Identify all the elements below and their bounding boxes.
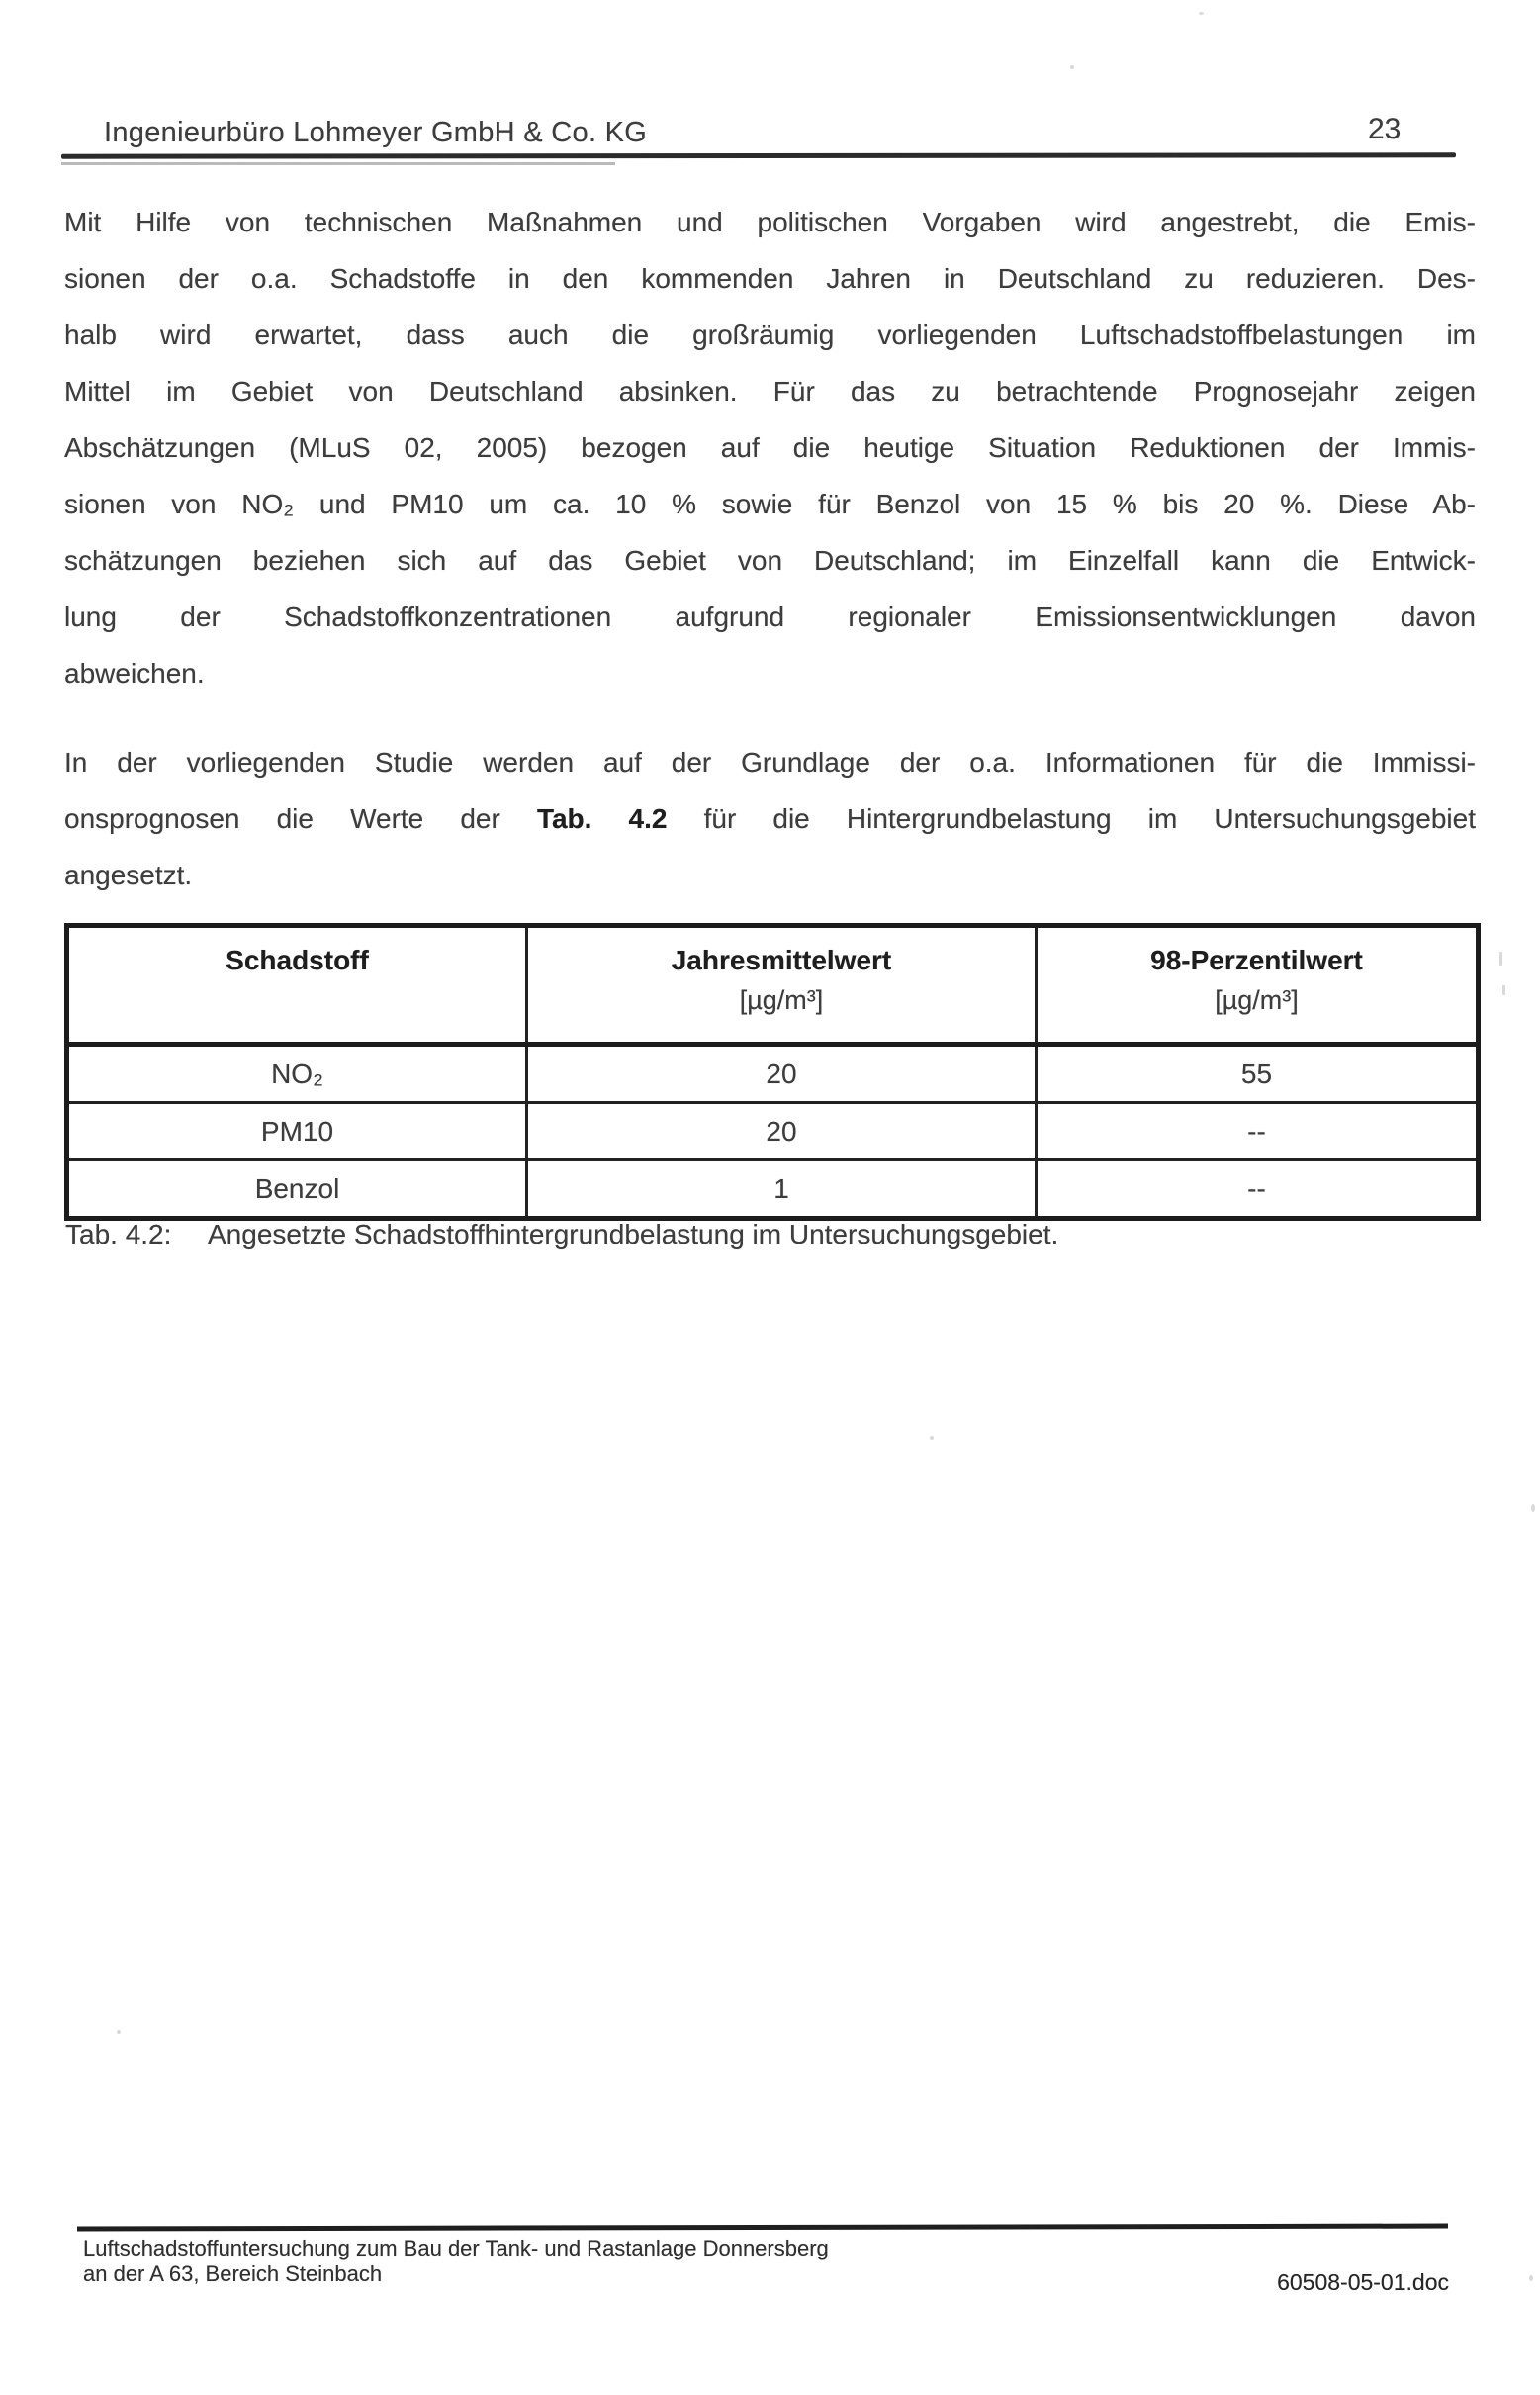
column-title: Jahresmittelwert: [671, 945, 892, 975]
footer-doc-name: 60508-05-01.doc: [1277, 2269, 1449, 2295]
table-cell: --: [1037, 1103, 1479, 1160]
scan-speck: [1199, 12, 1204, 15]
page-number: 23: [1368, 113, 1402, 145]
body-text-line: Mittel im Gebiet von Deutschland absinken. Für das zu betrachtende Prognosejahr zeigen: [64, 376, 1476, 407]
footer-project-line-2: an der A 63, Bereich Steinbach: [83, 2261, 383, 2286]
table-row-pm10: [67, 1103, 1479, 1160]
body-text-line: lung der Schadstoffkonzentrationen aufgrund regionaler Emissionsentwicklungen davon: [64, 601, 1476, 632]
footer-project-line-1: Luftschadstoffuntersuchung zum Bau der Tank- und Rastanlage Donnersberg: [83, 2236, 829, 2260]
table-cell: 20: [527, 1103, 1037, 1160]
scan-speck: [1502, 985, 1505, 995]
header-company-name: Ingenieurbüro Lohmeyer GmbH & Co. KG: [104, 117, 648, 148]
body-text-line: sionen von NO₂ und PM10 um ca. 10 % sowie für Benzol von 15 % bis 20 %. Diese Ab-: [64, 489, 1476, 519]
table-cell: PM10: [67, 1103, 527, 1160]
body-text-line: Mit Hilfe von technischen Maßnahmen und politischen Vorgaben wird angestrebt, die Emis-: [64, 207, 1476, 237]
body-text-line: [64, 790, 1476, 847]
table-row-no2: [67, 1045, 1479, 1103]
scan-speck: [1070, 65, 1074, 69]
table-reference: Tab. 4.2: [536, 803, 668, 834]
scan-speck: [1499, 952, 1502, 966]
column-title: 98-Perzentilwert: [1150, 945, 1363, 975]
scan-speck: [1531, 1504, 1535, 1512]
table-caption: [65, 1219, 1477, 1250]
table-cell: --: [1037, 1160, 1479, 1219]
background-pollution-table: [64, 923, 1481, 1221]
body-text-segment: onsprognosen die Werte der: [64, 803, 537, 834]
table-cell: 20: [527, 1045, 1037, 1103]
table-header-row: [67, 926, 1479, 1045]
header-rule: [61, 152, 1456, 158]
body-text-line: abweichen.: [64, 658, 205, 689]
table-cell: 55: [1037, 1045, 1479, 1103]
caption-text: Angesetzte Schadstoffhintergrundbelastung im Untersuchungsgebiet.: [208, 1219, 1059, 1249]
table-cell: NO₂: [67, 1045, 527, 1103]
scan-speck: [117, 2030, 121, 2034]
table-cell: 1: [527, 1160, 1037, 1219]
caption-label: Tab. 4.2:: [65, 1219, 172, 1249]
paragraph-emissions-outlook: [64, 194, 1476, 701]
column-title: Schadstoff: [226, 945, 369, 975]
body-text-line: halb wird erwartet, dass auch die großräumig vorliegenden Luftschadstoffbelastungen im: [64, 320, 1476, 350]
paragraph-study-basis: [64, 734, 1476, 903]
column-unit: [µg/m³]: [739, 985, 824, 1015]
column-header-schadstoff: [67, 926, 527, 1045]
scan-speck: [1529, 2275, 1533, 2281]
body-text-line: sionen der o.a. Schadstoffe in den kommenden Jahren in Deutschland zu reduzieren. Des-: [64, 263, 1476, 294]
body-text-line: In der vorliegenden Studie werden auf der Grundlage der o.a. Informationen für die Immissi-: [64, 747, 1476, 778]
body-text-line: schätzungen beziehen sich auf das Gebiet von Deutschland; im Einzelfall kann die Entwick-: [64, 545, 1476, 576]
column-header-jahresmittelwert: [527, 926, 1037, 1045]
table-row-benzol: [67, 1160, 1479, 1219]
body-text-line: angesetzt.: [64, 860, 193, 890]
column-header-98-perzentilwert: [1037, 926, 1479, 1045]
scan-speck: [930, 1436, 934, 1440]
table-cell: Benzol: [67, 1160, 527, 1219]
column-unit: [µg/m³]: [1215, 985, 1299, 1015]
body-text-line: Abschätzungen (MLuS 02, 2005) bezogen auf die heutige Situation Reduktionen der Immis-: [64, 432, 1476, 463]
header-rule-shadow: [61, 162, 615, 165]
body-text-segment: für die Hintergrundbelastung im Untersuchungsgebiet: [667, 803, 1477, 834]
footer-rule: [77, 2224, 1448, 2232]
